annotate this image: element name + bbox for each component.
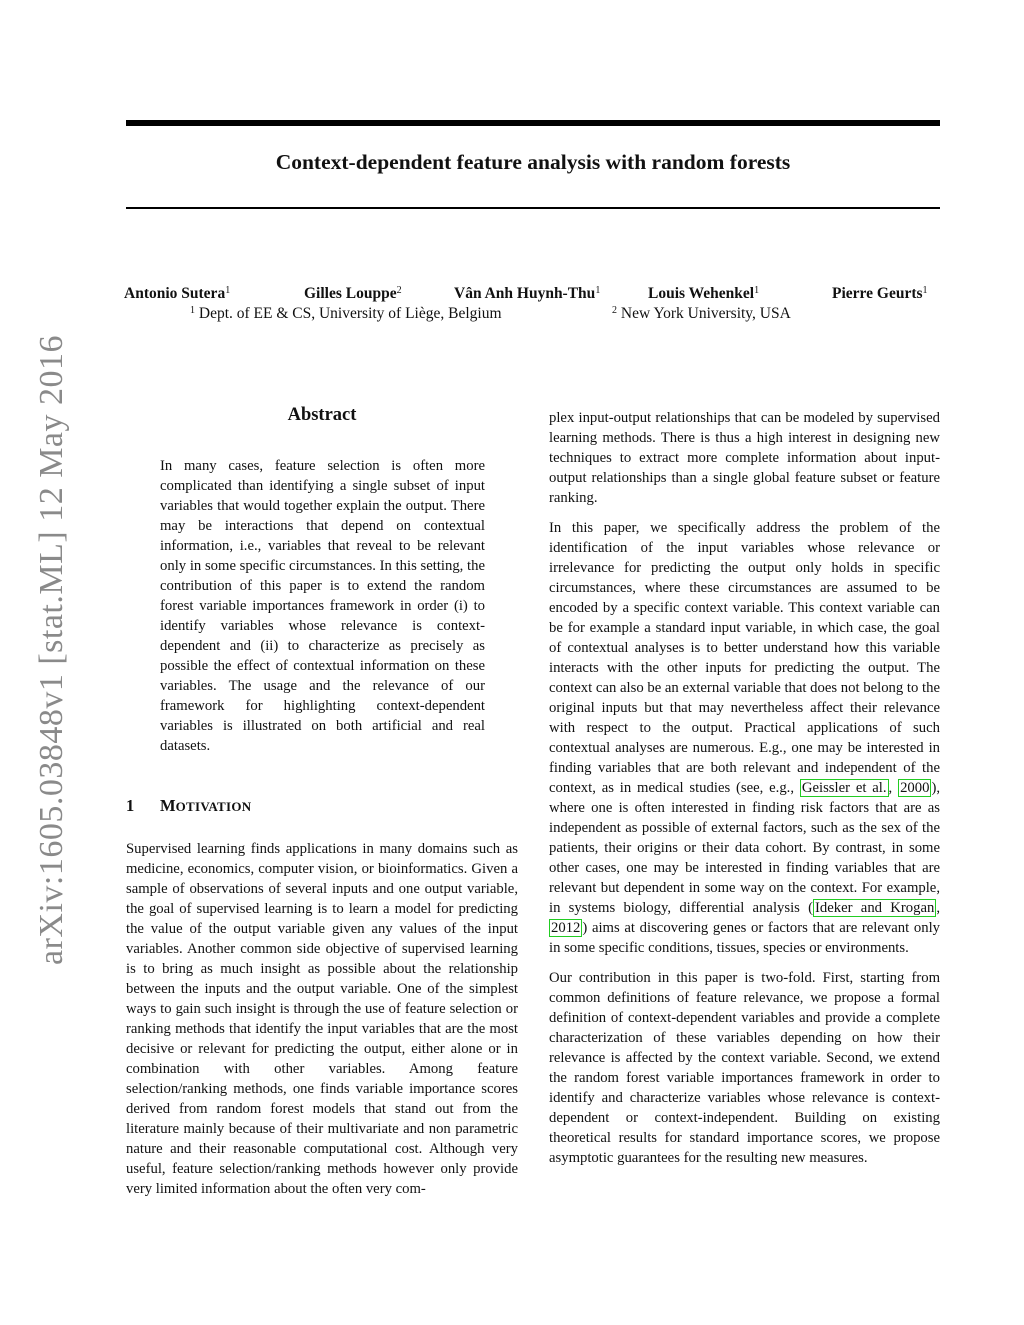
author-list xyxy=(124,285,940,307)
motivation-paragraph-3: Our contribution in this paper is two-fold. First, starting from common definitions of feature relevance, we propose a formal definition of context-dependent variables and provide a complete characterization of these variables depending on how their relevance is affected by the context variable. Second, we extend the random forest variable importances framework in order to identify and characterize variables whose relevance is context-dependent or context-independent. Building on existing theoretical results for standard importance scores, we propose asymptotic guarantees for the resulting new measures. xyxy=(549,970,940,1166)
title-rule-top xyxy=(126,120,940,126)
citation-link-ideker[interactable]: Ideker and Krogan xyxy=(815,900,935,916)
author-geurts: Pierre Geurts$^1$ xyxy=(832,285,928,302)
citation-link-ideker-year[interactable]: 2012 xyxy=(551,920,581,936)
arxiv-identifier: arXiv:1605.03848v1 [stat.ML] 12 May 2016 xyxy=(33,334,70,966)
abstract-body: In many cases, feature selection is often more complicated than identifying a single subset of input variables that would together explain the output. There may be interactions that depend on contextual information, i.e., variables that reveal to be relevant only in some specific circumstances. In this setting, the contribution of this paper is to extend the random forest variable importances framework in order (i) to identify variables whose relevance is context-dependent and (ii) to characterize as precisely as possible the effect of contextual information on these variables. The usage and the relevance of our framework for highlighting context-dependent variables is illustrated on both artificial and real datasets. xyxy=(160,458,485,754)
author-wehenkel: Louis Wehenkel$^1$ xyxy=(648,285,760,302)
motivation-paragraph-1-cont: plex input-output relationships that can be modeled by supervised learning methods. There is thus a high interest in designing new techniques to extract more complete information about input-output relationships than a single global feature subset or feature ranking. xyxy=(549,410,940,506)
right-column xyxy=(549,408,940,1178)
section-heading-motivation: 1 MOTIVATION xyxy=(126,796,252,815)
affiliation-nyu: $^2$ New York University, USA xyxy=(612,305,791,322)
motivation-paragraph-1: Supervised learning finds applications in many domains such as medicine, economics, computer vision, or bioinformatics. Given a sample of observations of several inputs and one output variable, the goal of supervised learning is to learn a model for predicting the value of the output variable given any values of the input variables. Another common side objective of supervised learning is to bring as much insight as possible about the relationship between the inputs and the output variable. One of the simplest ways to gain such insight is through the use of feature selection or ranking methods that identify the input variables that are the most decisive or relevant for predicting the output, either alone or in combination with other variables. Among feature selection/ranking methods, one finds variable importance scores derived from random forest models that stand out from the literature mainly because of their multivariate and non parametric nature and their reasonable computational cost. Although very useful, feature selection/ranking methods however only provide very limited information about the often very com- xyxy=(126,841,518,1197)
author-louppe: Gilles Louppe$^2$ xyxy=(304,285,402,302)
motivation-paragraph-2: In this paper, we specifically address the problem of the identification of the input variables whose relevance or irrelevance for predicting the output only holds in specific circumstances, where these circumstances are assumed to be encoded by a specific context variable. This context variable can be for example a standard input variable, in which case, the goal of contextual analyses is to better understand how this variable interacts with the other inputs for predicting the output. The context can also be an external variable that does not belong to the original inputs but that may nevertheless affect their relevance with respect to the output. Practical applications of such contextual analyses are numerous. E.g., one may be interested in finding variables that are both relevant and independent of the context, as in medical studies (see, e.g., Geissler et al. , 2000 ), where one is often interested in finding risk factors that are as independent as possible of external factors, such as the sex of the patients, their origins or their data cohort. By contrast, in some other cases, one may be interested in finding variables that are relevant but dependent in some way on the context. For example, in systems biology, differential analysis ( Ideker and Krogan , 2012 ) aims at discovering genes or factors that are relevant only in some specific conditions, tissues, species or environments. xyxy=(549,520,941,956)
author-sutera: Antonio Sutera$^1$ xyxy=(124,285,231,302)
paper-title: Context-dependent feature analysis with random forests xyxy=(275,150,791,174)
citation-link-geissler[interactable]: Geissler et al. xyxy=(801,780,887,796)
abstract-heading: Abstract xyxy=(287,405,357,425)
title-rule-bottom xyxy=(126,207,940,209)
citation-link-geissler-year[interactable]: 2000 xyxy=(900,780,930,796)
affiliation-liege: $^1$ Dept. of EE & CS, University of Liège, Belgium xyxy=(190,305,502,322)
author-huynh-thu: Vân Anh Huynh-Thu$^1$ xyxy=(454,285,601,302)
affiliation-list xyxy=(124,305,940,327)
